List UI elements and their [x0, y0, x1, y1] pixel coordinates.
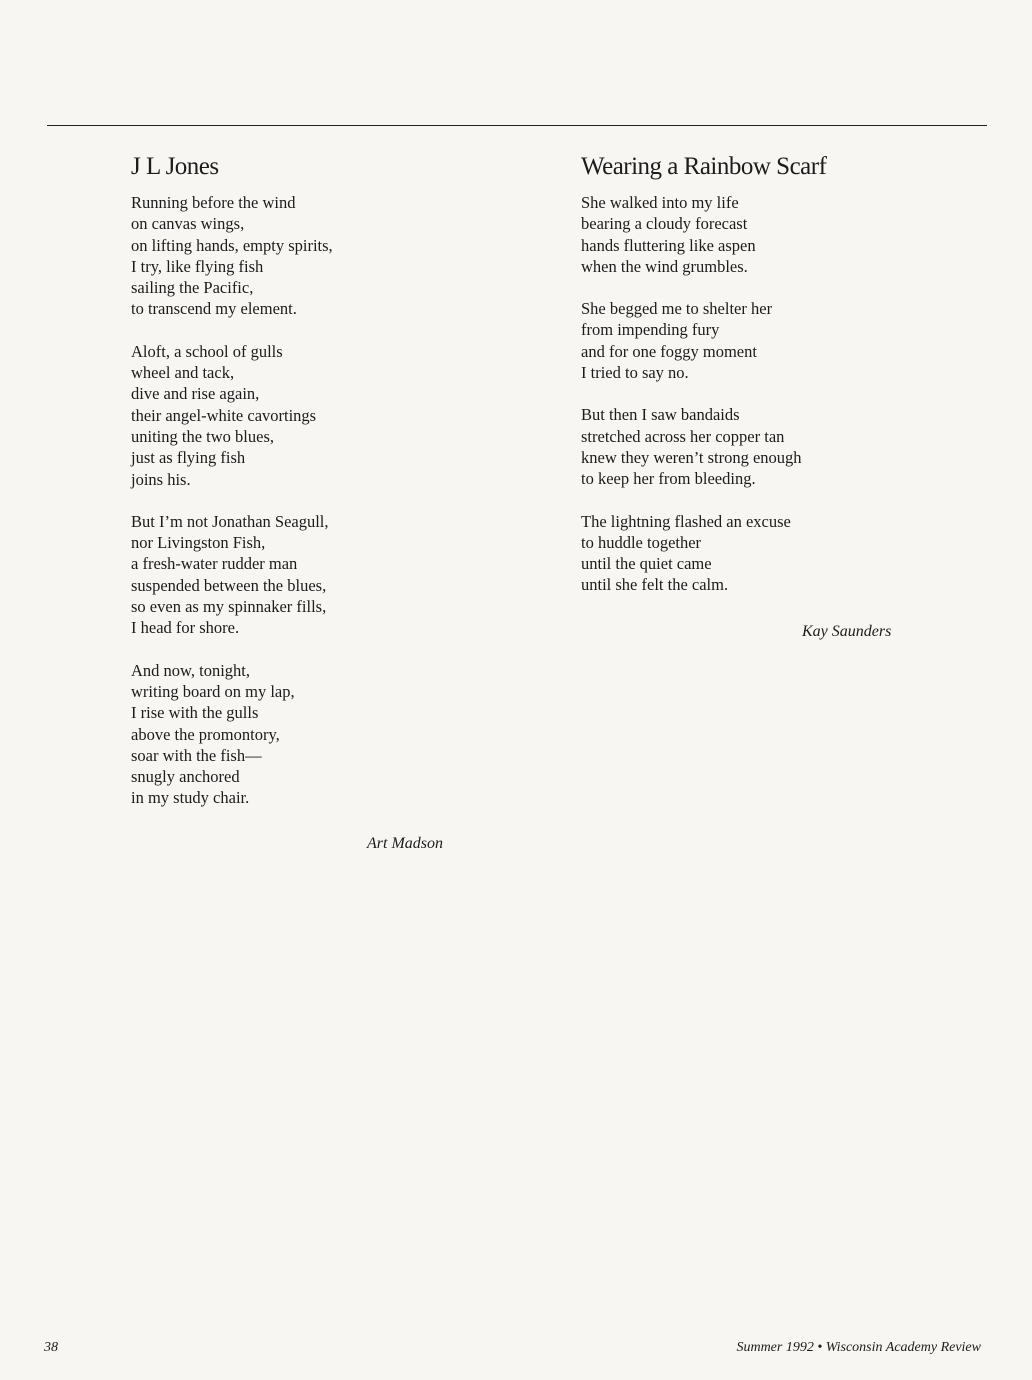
poem-line: But I’m not Jonathan Seagull, [131, 511, 329, 531]
poem-line: I try, like flying fish [131, 256, 264, 276]
poem-line: a fresh-water rudder man [131, 554, 298, 574]
stanza [581, 404, 911, 489]
poem-line: dive and rise again, [131, 384, 260, 404]
poem-line: Running before the wind [131, 193, 296, 212]
poem-line: She walked into my life [581, 193, 739, 212]
poem-line: so even as my spinnaker fills, [131, 597, 327, 617]
poem-line: nor Livingston Fish, [131, 533, 266, 553]
poem-line: their angel-white cavortings [131, 405, 317, 425]
poem-line: sailing the Pacific, [131, 278, 254, 298]
poem-body [131, 192, 461, 809]
poem-line: until the quiet came [581, 554, 712, 574]
poem-line: to huddle together [581, 532, 702, 552]
poem-author: Kay Saunders [802, 623, 892, 640]
poem-line: Aloft, a school of gulls [131, 341, 283, 361]
poem-line: hands fluttering like aspen [581, 235, 756, 255]
poem-line: I tried to say no. [581, 363, 689, 383]
publication-footer: Summer 1992 • Wisconsin Academy Review [736, 1340, 981, 1355]
poem-line: to keep her from bleeding. [581, 469, 756, 489]
poem-line: uniting the two blues, [131, 426, 274, 446]
stanza [131, 660, 461, 809]
poem-line: when the wind grumbles. [581, 256, 748, 276]
poem-line: on lifting hands, empty spirits, [131, 235, 333, 255]
stanza [581, 192, 911, 277]
poem-title: J L Jones [131, 153, 219, 180]
poem-line: on canvas wings, [131, 214, 245, 234]
poem-line: joins his. [131, 469, 191, 489]
poem-line: above the promontory, [131, 724, 280, 744]
stanza [131, 511, 461, 639]
header-rule [47, 125, 987, 126]
poem-line: stretched across her copper tan [581, 426, 785, 446]
poem-line: writing board on my lap, [131, 681, 295, 701]
poem-line: But then I saw bandaids [581, 405, 740, 425]
page-number: 38 [44, 1340, 58, 1355]
poem-line: from impending fury [581, 320, 720, 340]
poem-body [581, 192, 911, 596]
stanza [581, 298, 911, 383]
poem-jl-jones [131, 152, 461, 830]
poem-line: bearing a cloudy forecast [581, 214, 748, 234]
poem-line: I rise with the gulls [131, 703, 259, 723]
poem-line: suspended between the blues, [131, 575, 327, 595]
poem-wearing-a-rainbow-scarf [581, 152, 911, 617]
poem-line: I head for shore. [131, 618, 240, 638]
poem-line: soar with the fish— [131, 745, 262, 765]
poem-title: Wearing a Rainbow Scarf [581, 153, 827, 180]
poem-line: snugly anchored [131, 767, 240, 787]
poem-line: And now, tonight, [131, 660, 251, 680]
poem-author: Art Madson [367, 835, 443, 852]
poem-line: until she felt the calm. [581, 575, 729, 595]
poem-line: She begged me to shelter her [581, 299, 773, 319]
poem-line: in my study chair. [131, 788, 250, 808]
stanza [131, 341, 461, 490]
poem-line: just as flying fish [131, 448, 246, 468]
poem-line: wheel and tack, [131, 363, 235, 383]
stanza [131, 192, 461, 320]
poem-line: knew they weren’t strong enough [581, 447, 802, 467]
poem-line: The lightning flashed an excuse [581, 511, 791, 531]
poem-line: to transcend my element. [131, 299, 297, 319]
poem-line: and for one foggy moment [581, 341, 757, 361]
stanza [581, 511, 911, 596]
